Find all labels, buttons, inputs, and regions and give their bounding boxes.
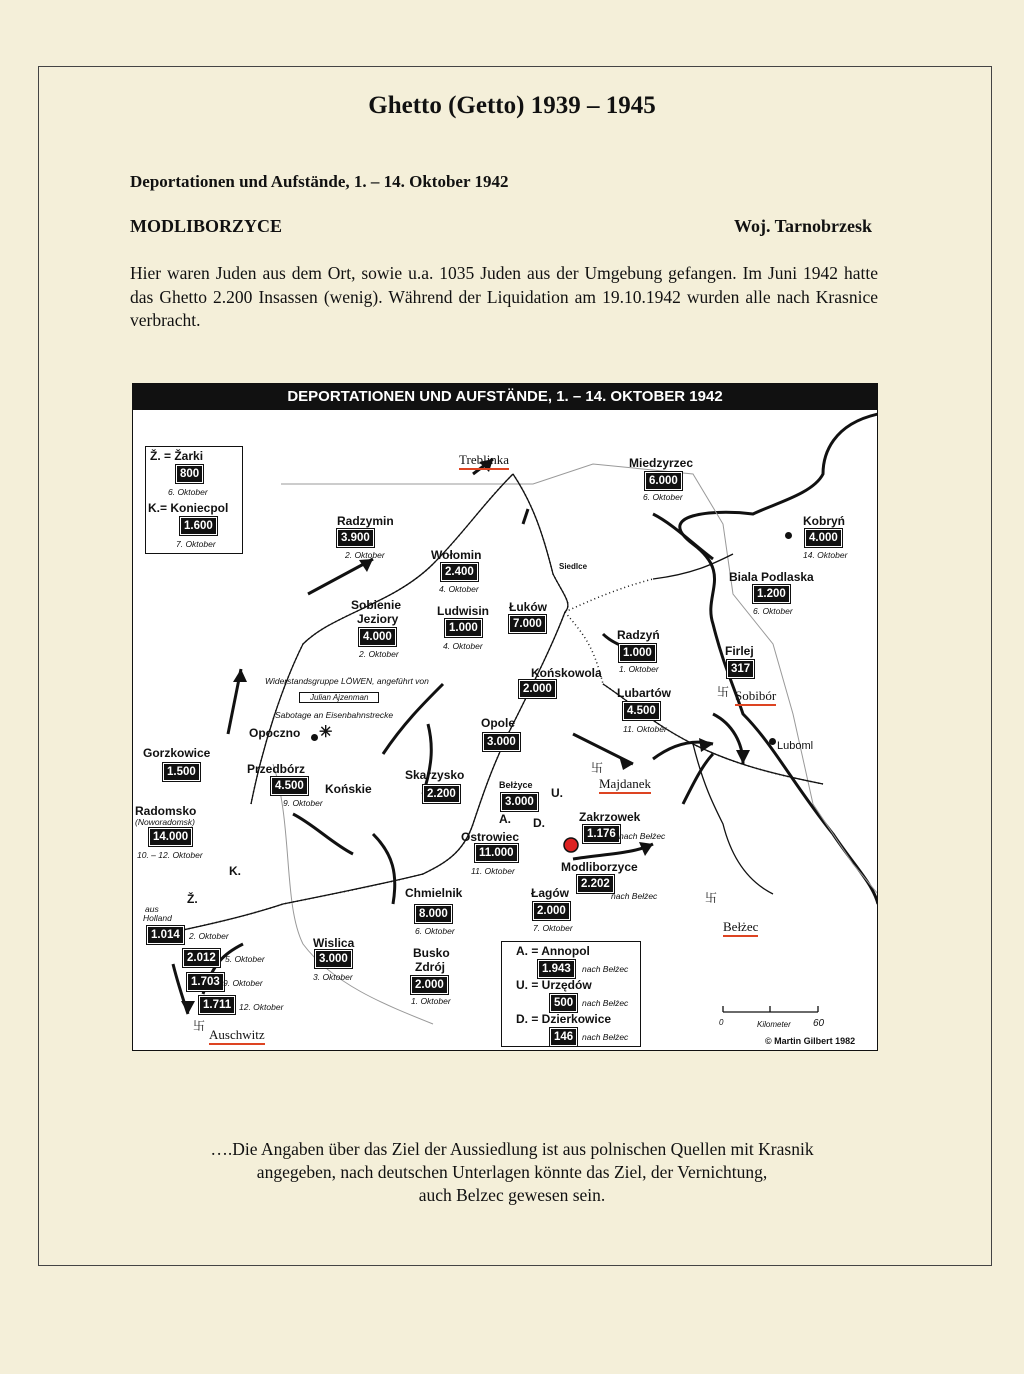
footer-line-1: ….Die Angaben über das Ziel der Aussiedlung ist aus polnischen Quellen mit Krasnik (210, 1139, 814, 1159)
value-skarzysko: 2.200 (423, 785, 460, 803)
value-opole: 3.000 (483, 733, 520, 751)
date-transport-2: 9. Oktober (223, 978, 263, 988)
value-lagow: 2.000 (533, 902, 570, 920)
value-transport-3: 1.711 (199, 996, 235, 1014)
place-d: D. (533, 816, 545, 830)
value-ostrowiec: 11.000 (475, 844, 518, 862)
camp-sobibor-icon: 卐 (717, 685, 730, 699)
value-holland: 1.014 (147, 926, 184, 944)
dot-opoczno (311, 734, 318, 741)
date-lagow: 7. Oktober (533, 923, 573, 933)
value-wolomin: 2.400 (441, 563, 478, 581)
place-konskowola: Końskowola (531, 666, 602, 680)
place-radomsko-sub: (Noworadomsk) (135, 817, 195, 827)
place-wislica: Wislica (313, 936, 355, 950)
legend-u-value: 500 (550, 994, 577, 1012)
dot-luboml (769, 738, 776, 745)
date-radomsko: 10. – 12. Oktober (137, 850, 203, 860)
value-kobryn: 4.000 (805, 529, 842, 547)
camp-majdanek: Majdanek (599, 776, 651, 794)
place-chmielnik: Chmielnik (405, 886, 463, 900)
footer-note (0, 1138, 1024, 1207)
date-transport-3: 12. Oktober (239, 1002, 284, 1012)
place-a: A. (499, 812, 511, 826)
intro-text: Hier waren Juden aus dem Ort, sowie u.a. 1035 Juden aus der Umgebung gefangen. Im Juni 1942 hatte das Ghetto 2.200 Insassen (wenig). Während der Liquidation am 19.10.1942 wurden alle nach Krasnice verbracht. (130, 263, 878, 330)
place-miedzyrzec: Miedzyrzec (629, 456, 694, 470)
value-lubartow: 4.500 (623, 702, 660, 720)
camp-auschwitz-icon: 卐 (193, 1019, 206, 1033)
note-zakrzowek: nach Bełżec (619, 831, 666, 841)
legend-bottom-right (501, 941, 641, 1047)
place-k: K. (229, 864, 241, 878)
legend-a-label: A. = Annopol (516, 944, 590, 958)
legend-d-label: D. = Dzierkowice (516, 1012, 612, 1026)
date-przedborz: 9. Oktober (283, 798, 323, 808)
date-transport-1: 5. Oktober (225, 954, 265, 964)
scale-zero: 0 (719, 1018, 724, 1027)
value-chmielnik: 8.000 (415, 905, 452, 923)
place-lubartow: Lubartów (617, 686, 671, 700)
legend-u-note: nach Bełżec (582, 998, 629, 1008)
date-ludwisin: 4. Oktober (443, 641, 483, 651)
date-sobienie: 2. Oktober (359, 649, 399, 659)
note-modliborzyce: nach Bełżec (611, 891, 658, 901)
footer-line-2: angegeben, nach deutschen Unterlagen könnte das Ziel, der Vernichtung, (256, 1162, 768, 1182)
value-modliborzyce: 2.202 (577, 875, 614, 893)
place-ostrowiec: Ostrowiec (461, 830, 520, 844)
legend-a-value: 1.943 (538, 960, 575, 978)
place-modliborzyce: Modliborzyce (561, 860, 638, 874)
place-siedlce: Siedlce (559, 562, 588, 571)
date-radzyn: 1. Oktober (619, 664, 659, 674)
place-z: Ž. (187, 892, 198, 906)
place-belzyce: Bełżyce (499, 780, 533, 790)
value-firlej: 317 (727, 660, 754, 678)
place-u: U. (551, 786, 563, 800)
place-luboml: Luboml (777, 740, 814, 752)
date-ostrowiec: 11. Oktober (471, 866, 515, 876)
place-biala: Biala Podlaska (729, 570, 814, 584)
voivodeship: Woj. Tarnobrzesk (733, 216, 872, 236)
value-zakrzowek: 1.176 (583, 825, 620, 843)
dot-kobryn (785, 532, 792, 539)
camp-auschwitz: Auschwitz (209, 1027, 265, 1045)
value-biala: 1.200 (753, 585, 790, 603)
resistance-note: Widerstandsgruppe LÖWEN, angeführt von (265, 676, 429, 686)
value-sobienie: 4.000 (359, 628, 396, 646)
legend-d-note: nach Bełżec (582, 1032, 629, 1042)
place-name: MODLIBORZYCE (130, 216, 283, 236)
date-lubartow: 11. Oktober (623, 724, 667, 734)
holland-aus: aus (145, 904, 159, 914)
place-sobienie: Sobienie (351, 598, 402, 612)
value-lukow: 7.000 (509, 615, 546, 633)
value-radzymin: 3.900 (337, 529, 374, 547)
copyright: © Martin Gilbert 1982 (765, 1036, 856, 1046)
place-opoczno: Opoczno (249, 726, 301, 740)
legend-k-label: K.= Koniecpol (148, 501, 229, 515)
sabotage-icon: ✳ (319, 724, 333, 741)
value-radzyn: 1.000 (619, 644, 656, 662)
place-kobryn: Kobryń (803, 514, 845, 528)
camp-majdanek-icon: 卐 (591, 761, 604, 775)
value-ludwisin: 1.000 (445, 619, 482, 637)
date-busko: 1. Oktober (411, 996, 451, 1006)
date-miedzyrzec: 6. Oktober (643, 492, 683, 502)
deportation-map (132, 383, 878, 1051)
place-konskie: Końskie (325, 782, 372, 796)
date-wislica: 3. Oktober (313, 972, 353, 982)
value-transport-1: 2.012 (183, 949, 220, 967)
value-busko: 2.000 (411, 976, 448, 994)
legend-z-date: 6. Oktober (168, 487, 208, 497)
value-belzyce: 3.000 (501, 793, 538, 811)
date-chmielnik: 6. Oktober (415, 926, 455, 936)
date-radzymin: 2. Oktober (345, 550, 385, 560)
legend-k-date: 7. Oktober (176, 539, 216, 549)
value-przedborz: 4.500 (271, 777, 308, 795)
legend-top-left (145, 446, 243, 554)
legend-z-label: Ž. = Žarki (150, 449, 204, 463)
date-kobryn: 14. Oktober (803, 550, 848, 560)
place-lagow: Łagów (531, 886, 569, 900)
value-miedzyrzec: 6.000 (645, 472, 682, 490)
place-skarzysko: Skarzysko (405, 768, 465, 782)
place-przedborz: Przedbórz (247, 762, 306, 776)
place-radzymin: Radzymin (337, 514, 394, 528)
page-subtitle: Deportationen und Aufstände, 1. – 14. Oktober 1942 (130, 172, 509, 191)
place-gorzkowice: Gorzkowice (143, 746, 211, 760)
place-lukow: Łuków (509, 600, 547, 614)
camp-sobibor: Sobibór (735, 688, 776, 706)
legend-u-label: U. = Urzędów (516, 978, 592, 992)
footer-line-3: auch Belzec gewesen sein. (418, 1185, 606, 1205)
place-zdroj: Zdrój (415, 960, 445, 974)
sabotage-note: Sabotage an Eisenbahnstrecke (275, 710, 394, 720)
page-title: Ghetto (Getto) 1939 – 1945 (368, 92, 656, 119)
date-holland: 2. Oktober (189, 931, 229, 941)
date-wolomin: 4. Oktober (439, 584, 479, 594)
place-wolomin: Wołomin (431, 548, 482, 562)
legend-a-note: nach Bełżec (582, 964, 629, 974)
scale-unit: Kilometer (757, 1020, 791, 1029)
camp-belzec: Bełżec (723, 919, 758, 937)
camp-treblinka: Treblinka (459, 452, 509, 470)
date-biala: 6. Oktober (753, 606, 793, 616)
value-gorzkowice: 1.500 (163, 763, 200, 781)
value-wislica: 3.000 (315, 950, 352, 968)
legend-z-value: 800 (176, 465, 203, 483)
place-busko: Busko (413, 946, 450, 960)
resistance-leader: Julian Ajzenman (299, 692, 379, 703)
legend-k-value: 1.600 (180, 517, 217, 535)
place-zakrzowek: Zakrzowek (579, 810, 641, 824)
place-firlej: Firlej (725, 644, 754, 658)
scale-max: 60 (813, 1018, 825, 1029)
value-transport-2: 1.703 (187, 973, 224, 991)
camp-belzec-icon: 卐 (705, 891, 718, 905)
value-radomsko: 14.000 (149, 828, 192, 846)
holland-name: Holland (143, 913, 172, 923)
place-radomsko: Radomsko (135, 804, 197, 818)
place-jeziory: Jeziory (357, 612, 399, 626)
legend-d-value: 146 (550, 1028, 577, 1046)
place-ludwisin: Ludwisin (437, 604, 489, 618)
value-konskowola: 2.000 (519, 680, 556, 698)
map-header: DEPORTATIONEN UND AUFSTÄNDE, 1. – 14. OKTOBER 1942 (133, 384, 877, 410)
place-radzyn: Radzyń (617, 628, 660, 642)
place-opole: Opole (481, 716, 516, 730)
